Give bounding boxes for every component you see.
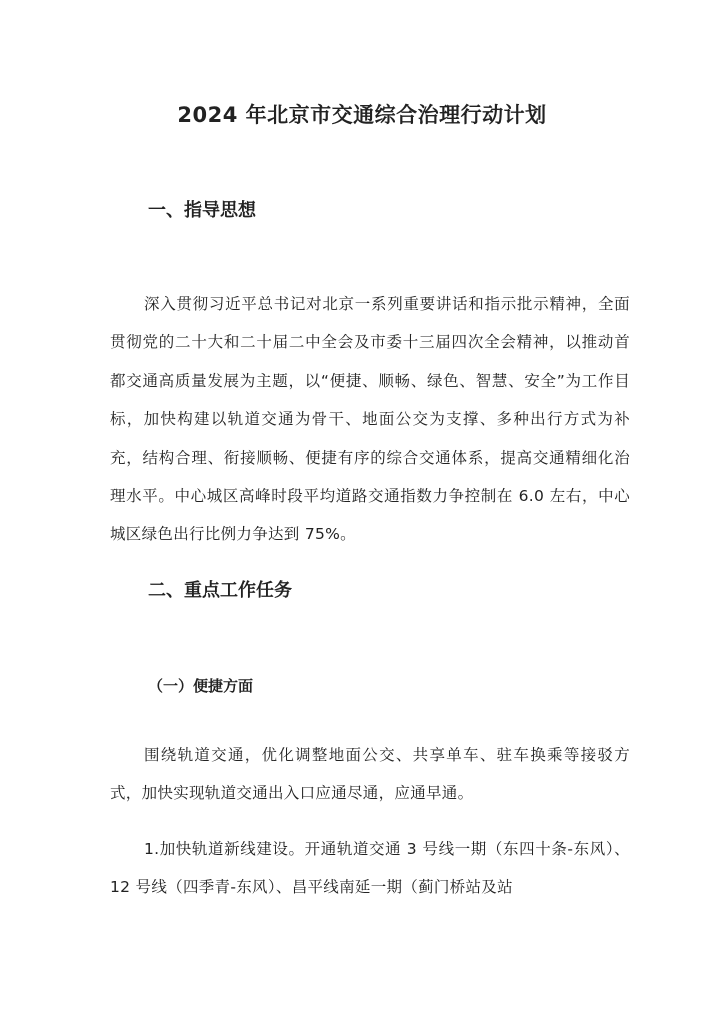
section-heading-guiding-ideology: 一、指导思想 — [148, 200, 256, 221]
subsection-heading-convenience: （一）便捷方面 — [148, 677, 254, 695]
document-title: 2024 年北京市交通综合治理行动计划 — [177, 103, 547, 127]
list-item-rail-construction: 1.加快轨道新线建设。开通轨道交通 3 号线一期（东四十条-东风）、12 号线（四季青-东风）、昌平线南延一期（蓟门桥站及站 — [110, 840, 630, 897]
section-heading-key-tasks: 二、重点工作任务 — [148, 580, 292, 601]
section-paragraph-guiding-ideology: 深入贯彻习近平总书记对北京一系列重要讲话和指示批示精神，全面贯彻党的二十大和二十届二中全会及市委十三届四次全会精神，以推动首都交通高质量发展为主题，以“便捷、顺畅、绿色、智慧、安全”为工作目标，加快构建以轨道交通为骨干、地面公交为支撑、多种出行方式为补充，结构合理、衔接顺畅、便捷有序的综合交通体系，提高交通精细化治理水平。中心城区高峰时段平均道路交通指数力争控制在 6.0 左右，中心城区绿色出行比例力争达到 75%。 — [110, 295, 630, 544]
subsection-paragraph-convenience: 围绕轨道交通，优化调整地面公交、共享单车、驻车换乘等接驳方式，加快实现轨道交通出入口应通尽通，应通早通。 — [110, 746, 630, 803]
